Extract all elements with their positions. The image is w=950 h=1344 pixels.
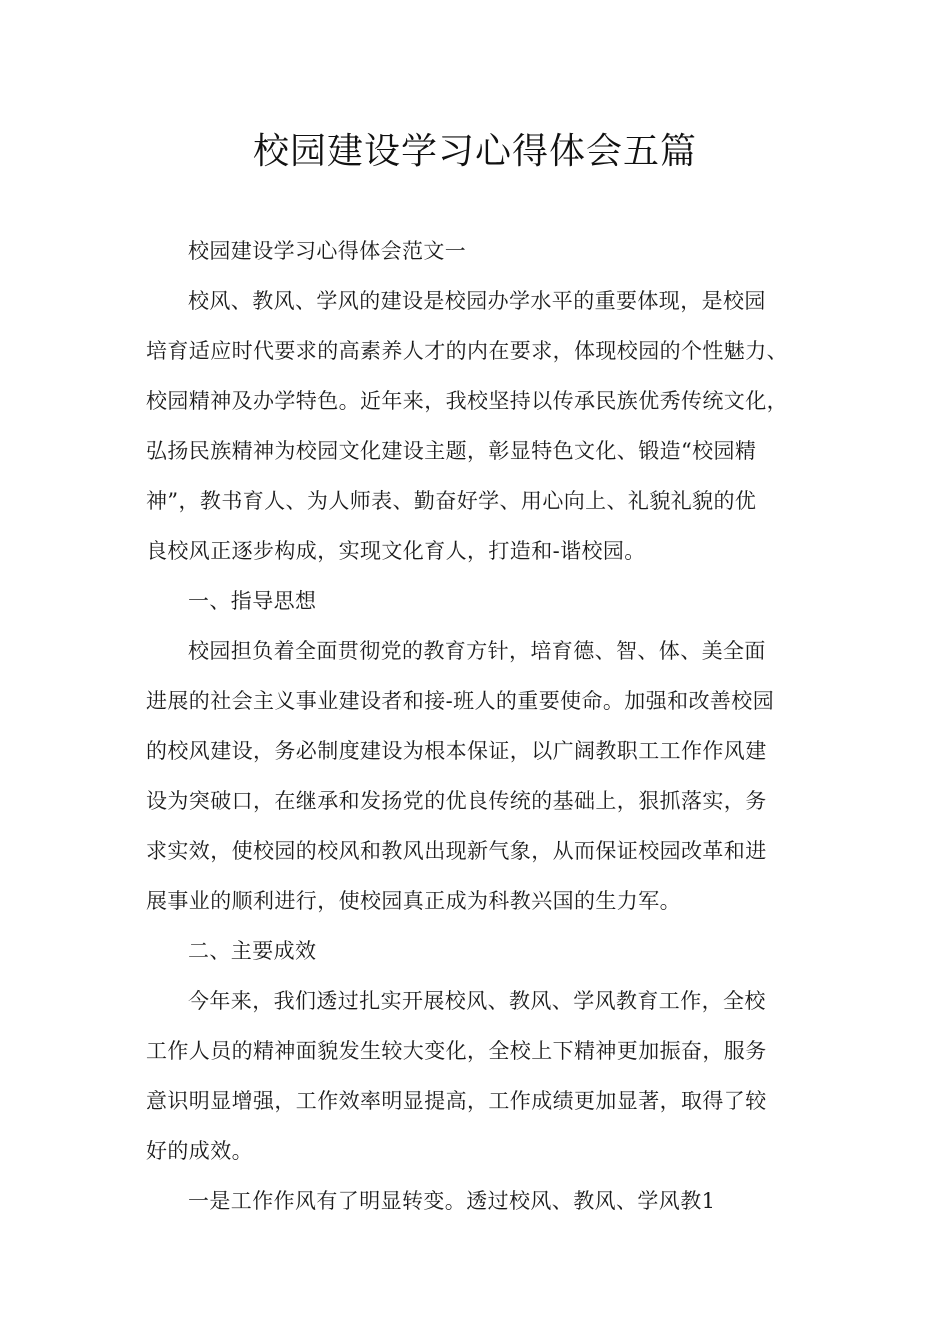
document-body: [146, 226, 836, 1226]
paragraph-line: 良校风正逐步构成，实现文化育人，打造和-谐校园。: [146, 539, 646, 563]
paragraph-line: 今年来，我们透过扎实开展校风、教风、学风教育工作，全校: [188, 989, 766, 1013]
paragraph-line: 校风、教风、学风的建设是校园办学水平的重要体现，是校园: [188, 289, 766, 313]
paragraph-line: 设为突破口，在继承和发扬党的优良传统的基础上，狠抓落实，务: [146, 789, 767, 813]
paragraph-3: [146, 976, 836, 1176]
paragraph-line: 一是工作作风有了明显转变。透过校风、教风、学风教: [188, 1189, 702, 1213]
subtitle: 校园建设学习心得体会范文一: [188, 239, 467, 263]
paragraph-line: 求实效，使校园的校风和教风出现新气象，从而保证校园改革和进: [146, 839, 767, 863]
paragraph-line: 进展的社会主义事业建设者和接-班人的重要使命。加强和改善校园: [146, 689, 775, 713]
paragraph-line: 培育适应时代要求的高素养人才的内在要求，体现校园的个性魅力、: [146, 339, 788, 363]
page-number: 1: [701, 1189, 716, 1213]
paragraph-4: [146, 1176, 836, 1226]
paragraph-line: 校园精神及办学特色。近年来，我校坚持以传承民族优秀传统文化，: [146, 389, 788, 413]
document-title: 校园建设学习心得体会五篇: [252, 131, 697, 172]
section-heading-guiding-ideology: 一、指导思想: [188, 589, 317, 613]
paragraph-line: 好的成效。: [146, 1139, 253, 1163]
paragraph-line: 弘扬民族精神为校园文化建设主题，彰显特色文化、锻造“校园精: [146, 439, 757, 463]
paragraph-line: 的校风建设，务必制度建设为根本保证，以广阔教职工工作作风建: [146, 739, 767, 763]
section-heading-main-results: 二、主要成效: [188, 939, 317, 963]
paragraph-line: 工作人员的精神面貌发生较大变化，全校上下精神更加振奋，服务: [146, 1039, 767, 1063]
paragraph-line: 展事业的顺利进行，使校园真正成为科教兴国的生力军。: [146, 889, 681, 913]
paragraph-2: [146, 626, 836, 926]
paragraph-line: 意识明显增强，工作效率明显提高，工作成绩更加显著，取得了较: [146, 1089, 767, 1113]
paragraph-line: 神”，教书育人、为人师表、勤奋好学、用心向上、礼貌礼貌的优: [146, 489, 757, 513]
paragraph-line: 校园担负着全面贯彻党的教育方针，培育德、智、体、美全面: [188, 639, 766, 663]
paragraph-1: [146, 276, 836, 576]
